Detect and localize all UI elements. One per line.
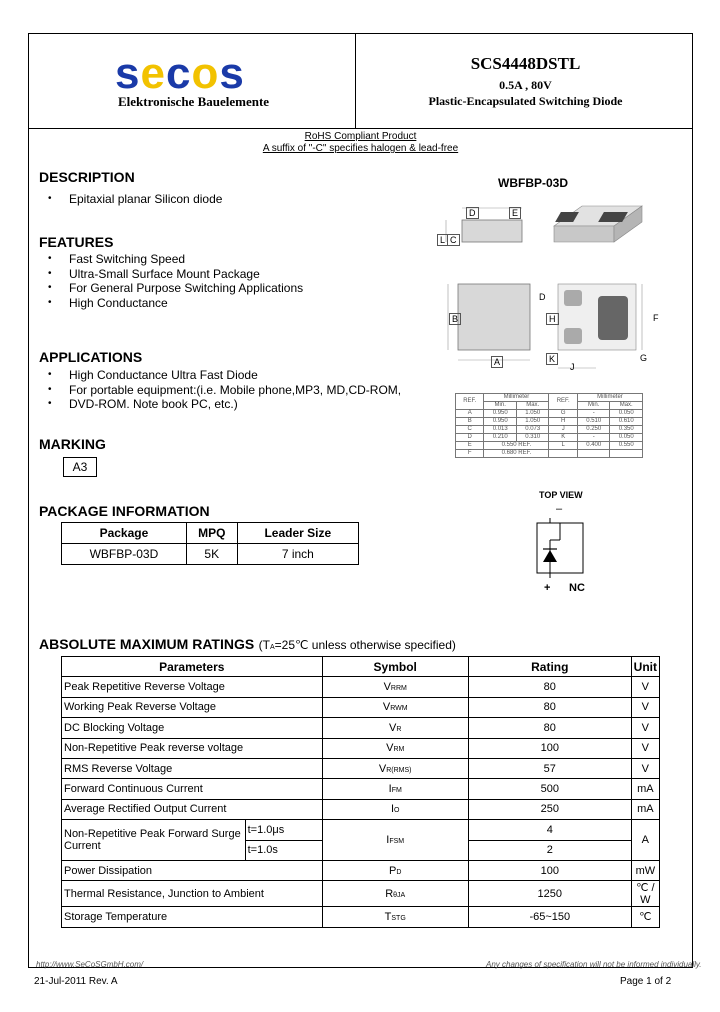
sym-sub: D [396, 868, 402, 876]
unit-cell: V [631, 718, 659, 738]
list-item: • High Conductance [39, 296, 303, 311]
table-row [456, 410, 643, 418]
dim-label-g: G [640, 353, 648, 363]
unit-cell: V [631, 758, 659, 778]
dim-label-h: H [546, 313, 559, 325]
param-cell: Power Dissipation [62, 860, 323, 880]
dim-label-d2: D [539, 292, 546, 302]
list-item: • High Conductance Ultra Fast Diode [39, 368, 401, 383]
dim-cell: 0.050 [610, 434, 643, 442]
parameters-header: Parameters [62, 657, 323, 677]
dim-cell: 1.050 [516, 410, 549, 418]
rating-cell: 80 [468, 718, 631, 738]
dim-cell: 0.610 [610, 418, 643, 426]
surge-t1: t=1.0μs [245, 820, 322, 840]
dim-cell: K [549, 434, 577, 442]
symbol-header: Symbol [322, 657, 468, 677]
package-header: Package [62, 523, 187, 544]
dim-min: Min. [484, 402, 517, 410]
unit-cell: A [631, 820, 659, 861]
footer-url[interactable]: http://www.SeCoSGmbH.com/ [36, 960, 144, 969]
sym: V [378, 762, 387, 775]
description-list [39, 192, 222, 207]
rating-cell: 80 [468, 677, 631, 697]
package-outline-drawing [432, 198, 662, 378]
leader-size-cell: 7 inch [237, 544, 358, 565]
dim-cell: E [456, 442, 484, 450]
dim-cell: L [549, 442, 577, 450]
rohs-line2: A suffix of "-C" specifies halogen & lead-free [262, 143, 459, 154]
package-info-heading: PACKAGE INFORMATION [39, 503, 210, 519]
rating-cell: 100 [468, 860, 631, 880]
rating-cell: 4 [468, 820, 631, 840]
dim-ref-header: REF. [456, 394, 484, 410]
rohs-line1: RoHS Compliant Product [304, 131, 417, 142]
rating-cell: 250 [468, 799, 631, 819]
table-row [62, 677, 660, 697]
dim-cell: 0.050 [610, 410, 643, 418]
marking-code: A3 [63, 457, 97, 477]
unit-cell: mW [631, 860, 659, 880]
dim-label-k: K [546, 353, 558, 365]
param-cell: Storage Temperature [62, 907, 323, 927]
dim-cell [549, 450, 577, 458]
sym-sub: STG [391, 914, 406, 922]
dimension-table [455, 393, 643, 458]
ratings-condition [259, 638, 456, 652]
param-cell: Forward Continuous Current [62, 779, 323, 799]
symbol-cell [322, 697, 468, 717]
symbol-cell [322, 799, 468, 819]
table-row [62, 860, 660, 880]
top-view-title: TOP VIEW [539, 490, 583, 500]
sym-sub: RWM [390, 705, 408, 713]
dim-cell: 0.013 [484, 426, 517, 434]
pin-nc-label: NC [569, 582, 585, 594]
dim-cell: - [577, 434, 610, 442]
list-item-cont: DVD-ROM. Note book PC, etc.) [69, 397, 238, 411]
dim-cell: 0.310 [516, 434, 549, 442]
symbol-cell [322, 779, 468, 799]
list-item: • Fast Switching Speed [39, 252, 303, 267]
pin-top-label: – [556, 503, 563, 515]
dim-max: Max. [516, 402, 549, 410]
dim-cell: A [456, 410, 484, 418]
table-row [456, 426, 643, 434]
sym: I [388, 783, 392, 796]
ratings-heading: ABSOLUTE MAXIMUM RATINGS [39, 636, 255, 652]
symbol-cell [322, 718, 468, 738]
symbol-cell [322, 907, 468, 927]
dim-cell: 0.210 [484, 434, 517, 442]
table-row [62, 820, 660, 840]
sym: V [382, 701, 391, 714]
applications-heading: APPLICATIONS [39, 349, 143, 365]
footer-notice: Any changes of specification will not be informed individually. [486, 960, 702, 969]
dim-cell: 0.550 REF. [484, 442, 549, 450]
dim-cell [577, 450, 610, 458]
dim-label-l: L [437, 234, 448, 246]
table-row [62, 799, 660, 819]
rating-cell: 2 [468, 840, 631, 860]
unit-cell: V [631, 697, 659, 717]
symbol-cell [322, 820, 468, 861]
table-row [62, 738, 660, 758]
rating-cell: 1250 [468, 881, 631, 907]
dim-cell: 1.050 [516, 418, 549, 426]
sym: I [386, 834, 390, 847]
unit-cell: ℃ / W [631, 881, 659, 907]
package-drawing-title: WBFBP-03D [498, 176, 569, 190]
dim-cell: J [549, 426, 577, 434]
features-list [39, 252, 303, 310]
dim-cell: 0.550 [610, 442, 643, 450]
dim-label-d: D [466, 207, 479, 219]
rating-cell: 100 [468, 738, 631, 758]
dim-cell: G [549, 410, 577, 418]
dim-label-b: B [449, 313, 461, 325]
sym-sub: RRM [390, 685, 407, 693]
sym: R [385, 887, 394, 900]
sym: P [389, 864, 397, 877]
footer-page: Page 1 of 2 [620, 976, 672, 987]
sym-sub: FSM [389, 838, 405, 846]
dim-cell: H [549, 418, 577, 426]
dim-cell: 0.400 [577, 442, 610, 450]
rating-summary: 0.5A , 80V [499, 78, 552, 92]
sym: V [386, 742, 394, 755]
product-type: Plastic-Encapsulated Switching Diode [428, 94, 623, 108]
dim-cell: 0.350 [610, 426, 643, 434]
symbol-cell [322, 758, 468, 778]
table-row [62, 697, 660, 717]
sym-sub: RM [393, 746, 405, 754]
unit-cell: ℃ [631, 907, 659, 927]
param-cell: DC Blocking Voltage [62, 718, 323, 738]
rating-cell: 57 [468, 758, 631, 778]
dim-label-j: J [570, 362, 575, 372]
list-item [39, 397, 401, 412]
table-row [456, 418, 643, 426]
surge-t2: t=1.0s [245, 840, 322, 860]
mpq-header: MPQ [186, 523, 237, 544]
mpq-cell: 5K [186, 544, 237, 565]
dim-min-2: Min. [577, 402, 610, 410]
table-row [62, 779, 660, 799]
param-cell: Average Rectified Output Current [62, 799, 323, 819]
package-table [61, 522, 359, 565]
sym-sub: O [394, 807, 400, 815]
dim-cell: 0.073 [516, 426, 549, 434]
param-cell: Non-Repetitive Peak Forward Surge Current [62, 820, 246, 861]
sym: V [389, 721, 397, 734]
unit-cell: mA [631, 779, 659, 799]
unit-header: Unit [631, 657, 659, 677]
dim-cell: C [456, 426, 484, 434]
brand-subtitle: Elektronische Bauelemente [118, 94, 270, 109]
list-item: • Ultra-Small Surface Mount Package [39, 267, 303, 282]
dim-label-f: F [653, 313, 659, 323]
dim-cell: 0.250 [577, 426, 610, 434]
dim-ref-header-2: REF. [549, 394, 577, 410]
condition-t: (T [258, 638, 270, 652]
param-cell: Non-Repetitive Peak reverse voltage [62, 738, 323, 758]
table-row [62, 758, 660, 778]
ratings-table [61, 656, 660, 928]
dim-mm-header-2: Millimeter [577, 394, 642, 402]
symbol-cell [322, 677, 468, 697]
dim-cell: 0.950 [484, 410, 517, 418]
dim-max-2: Max. [610, 402, 643, 410]
condition-sub: A [269, 644, 275, 651]
dim-label-c: C [447, 234, 460, 246]
rating-cell: 80 [468, 697, 631, 717]
unit-cell: mA [631, 799, 659, 819]
sym-sub: R [396, 725, 402, 733]
list-item: • For portable equipment:(i.e. Mobile phone,MP3, MD,CD-ROM, [39, 383, 401, 398]
dim-cell: - [577, 410, 610, 418]
package-cell: WBFBP-03D [62, 544, 187, 565]
table-row [62, 881, 660, 907]
sym-sub: R(RMS) [386, 766, 412, 774]
rating-cell: 500 [468, 779, 631, 799]
secos-logo: secos [115, 49, 245, 98]
condition-rest: =25℃ unless otherwise specified) [274, 638, 456, 652]
dim-cell: 0.950 [484, 418, 517, 426]
sym: T [384, 910, 392, 923]
sym-sub: FM [391, 787, 402, 795]
symbol-cell [322, 738, 468, 758]
dim-cell [610, 450, 643, 458]
header-divider [28, 128, 693, 129]
part-number: SCS4448DSTL [470, 54, 581, 73]
param-cell: Peak Repetitive Reverse Voltage [62, 677, 323, 697]
table-row [456, 450, 643, 458]
sym: I [390, 803, 395, 816]
dim-label-a: A [491, 356, 503, 368]
table-row [62, 907, 660, 927]
diode-symbol [536, 518, 586, 578]
applications-list [39, 368, 401, 412]
dim-cell: F [456, 450, 484, 458]
rating-cell: -65~150 [468, 907, 631, 927]
param-cell: Working Peak Reverse Voltage [62, 697, 323, 717]
dim-label-e: E [509, 207, 521, 219]
ratings-heading-wrap [39, 636, 456, 654]
table-row [62, 544, 359, 565]
table-row [456, 442, 643, 450]
footer-date: 21-Jul-2011 Rev. A [34, 976, 118, 987]
symbol-cell [322, 881, 468, 907]
param-cell: RMS Reverse Voltage [62, 758, 323, 778]
features-heading: FEATURES [39, 234, 114, 250]
dim-cell: D [456, 434, 484, 442]
unit-cell: V [631, 677, 659, 697]
dim-cell: 0.510 [577, 418, 610, 426]
list-item: • Epitaxial planar Silicon diode [39, 192, 222, 207]
header-vdivider [355, 33, 356, 128]
symbol-cell [322, 860, 468, 880]
dim-mm-header: Millimeter [484, 394, 549, 402]
table-row [456, 434, 643, 442]
dim-cell: B [456, 418, 484, 426]
table-row [62, 718, 660, 738]
pin-plus-label: + [544, 582, 551, 594]
param-cell: Thermal Resistance, Junction to Ambient [62, 881, 323, 907]
list-item: • For General Purpose Switching Applications [39, 281, 303, 296]
unit-cell: V [631, 738, 659, 758]
leader-size-header: Leader Size [237, 523, 358, 544]
marking-heading: MARKING [39, 436, 106, 452]
sym: V [383, 681, 391, 694]
dim-cell: 0.680 REF. [484, 450, 549, 458]
rating-header: Rating [468, 657, 631, 677]
description-heading: DESCRIPTION [39, 169, 135, 185]
sym-sub: θJA [393, 891, 406, 899]
